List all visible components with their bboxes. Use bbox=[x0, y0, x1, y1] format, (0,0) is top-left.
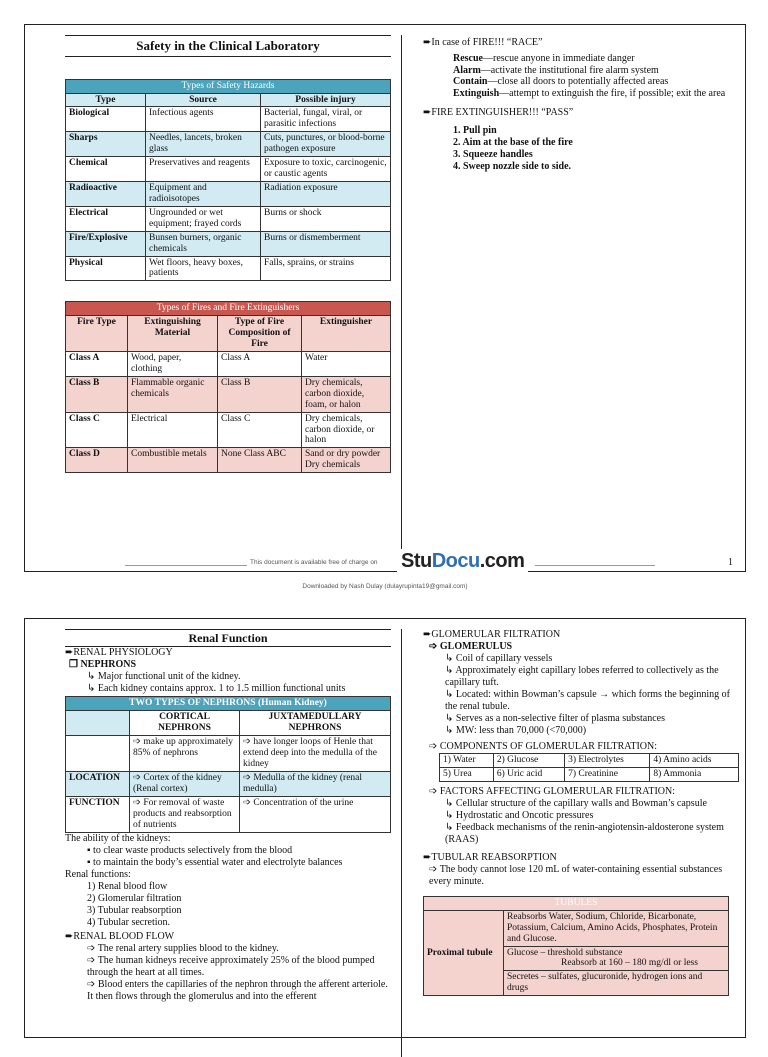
column-divider bbox=[401, 629, 402, 1057]
hazard-row bbox=[66, 132, 391, 157]
component-row bbox=[440, 767, 739, 781]
footer bbox=[25, 550, 745, 590]
hazards-table bbox=[65, 79, 391, 282]
ability-heading: The ability of the kidneys: bbox=[65, 832, 171, 844]
page-title: Safety in the Clinical Laboratory bbox=[65, 35, 391, 57]
hazard-cell: Needles, lancets, broken glass bbox=[146, 132, 261, 157]
hazard-cell: Falls, sprains, or strains bbox=[261, 256, 391, 281]
hazards-caption: Types of Safety Hazards bbox=[66, 79, 391, 93]
hazard-cell: Radioactive bbox=[66, 181, 146, 206]
tubular-item: ➩ The body cannot lose 120 mL of water-containing essential substances every minute. bbox=[429, 863, 723, 887]
pass-item: 1. Pull pin bbox=[453, 125, 497, 136]
race-item: Extinguish—attempt to extinguish the fire, if possible; exit the area bbox=[453, 87, 726, 99]
fire-cell: Class D bbox=[66, 448, 128, 473]
fire-cell: Wood, paper, clothing bbox=[128, 352, 218, 377]
hazard-cell: Ungrounded or wet equipment; frayed cords bbox=[146, 206, 261, 231]
component-cell: 3) Electrolytes bbox=[565, 754, 650, 768]
tubule-glucose: Glucose – threshold substance Reabsorb at 160 – 180 mg/dl or less bbox=[504, 946, 729, 971]
fire-cell: Class A bbox=[218, 352, 302, 377]
fire-cell: Class C bbox=[218, 412, 302, 448]
nephron-types-caption: TWO TYPES OF NEPHRONS (Human Kidney) bbox=[66, 697, 391, 711]
race-list bbox=[423, 53, 733, 99]
right-column bbox=[423, 629, 739, 996]
fire-cell: Class B bbox=[66, 376, 128, 412]
fire-row bbox=[66, 376, 391, 412]
hazard-cell: Bunsen burners, organic chemicals bbox=[146, 231, 261, 256]
fire-cell: Flammable organic chemicals bbox=[128, 376, 218, 412]
left-column bbox=[65, 629, 391, 1003]
section-heading: ➨RENAL PHYSIOLOGY bbox=[65, 647, 173, 659]
fire-cell: Class C bbox=[66, 412, 128, 448]
glom-item: ↳ Located: within Bowman’s capsule → which forms the beginning of the renal tubule. bbox=[445, 689, 730, 712]
hazards-header: Source bbox=[146, 93, 261, 107]
nephron-item: ↳ Major functional unit of the kidney. bbox=[87, 671, 241, 683]
fire-cell: Combustible metals bbox=[128, 448, 218, 473]
fire-cell: Dry chemicals, carbon dioxide, foam, or halon bbox=[302, 376, 391, 412]
fire-cell: Water bbox=[302, 352, 391, 377]
pass-item: 4. Sweep nozzle side to side. bbox=[453, 161, 572, 172]
nephron-item: ↳ Each kidney contains approx. 1 to 1.5 million functional units bbox=[87, 683, 346, 695]
fire-cell: Sand or dry powder Dry chemicals bbox=[302, 448, 391, 473]
glom-item: ↳ Coil of capillary vessels bbox=[445, 653, 553, 664]
race-item: Rescue—rescue anyone in immediate danger bbox=[453, 53, 635, 64]
hazard-cell: Burns or dismemberment bbox=[261, 231, 391, 256]
glom-item: ↳ Approximately eight capillary lobes referred to collectively as the capillary tuft. bbox=[445, 665, 719, 688]
race-heading: ➨In case of FIRE!!! “RACE” bbox=[423, 37, 543, 48]
race-item: Alarm—activate the institutional fire alarm system bbox=[453, 64, 659, 76]
fire-row bbox=[66, 412, 391, 448]
hazard-cell: Biological bbox=[66, 107, 146, 132]
hazards-header: Possible injury bbox=[261, 93, 391, 107]
juxta-function: ➩ Concentration of the urine bbox=[240, 796, 391, 832]
hazard-row bbox=[66, 206, 391, 231]
hazard-cell: Wet floors, heavy boxes, patients bbox=[146, 256, 261, 281]
nephrons-heading: ❒ NEPHRONS bbox=[69, 659, 137, 671]
ability-item: ▪ to clear waste products selectively from the blood bbox=[87, 844, 293, 856]
hazard-row bbox=[66, 107, 391, 132]
function-item: 1) Renal blood flow bbox=[87, 880, 168, 892]
fires-header: Fire Type bbox=[66, 316, 128, 352]
tubules-caption: TUBULES bbox=[424, 896, 729, 910]
fires-table bbox=[65, 301, 391, 473]
fires-header: Extinguishing Material bbox=[128, 316, 218, 352]
tubule-reabsorbs: Reabsorbs Water, Sodium, Chloride, Bicarbonate, Potassium, Calcium, Amino Acids, Phosphates, Protein and Glucose. bbox=[504, 910, 729, 946]
juxtamedullary-header: JUXTAMEDULLARY NEPHRONS bbox=[240, 711, 391, 736]
function-label: FUNCTION bbox=[66, 796, 130, 832]
page-title: Renal Function bbox=[65, 629, 391, 647]
race-item: Contain—close all doors to potentially affected areas bbox=[453, 76, 669, 87]
component-cell: 7) Creatinine bbox=[565, 767, 650, 781]
flow-item: ➩ Blood enters the capillaries of the nephron through the afferent arteriole. It then flows through the glomerulus and into the efferent bbox=[87, 978, 388, 1002]
cortical-function: ➩ For removal of waste products and reabsorption of nutrients bbox=[130, 796, 240, 832]
hazard-cell: Burns or shock bbox=[261, 206, 391, 231]
cortical-desc: ➩ make up approximately 85% of nephrons bbox=[130, 736, 240, 772]
function-item: 2) Glomerular filtration bbox=[87, 892, 182, 904]
fire-row bbox=[66, 448, 391, 473]
pass-heading: ➨FIRE EXTINGUISHER!!! “PASS” bbox=[423, 107, 574, 118]
hazard-cell: Cuts, punctures, or blood-borne pathogen exposure bbox=[261, 132, 391, 157]
download-note: Downloaded by Nash Dulay (dulayrupinta19@gmail.com) bbox=[302, 583, 468, 590]
function-item: 4) Tubular secretion. bbox=[87, 916, 171, 928]
tubule-label: Proximal tubule bbox=[424, 910, 504, 995]
fire-cell: Electrical bbox=[128, 412, 218, 448]
hazard-cell: Radiation exposure bbox=[261, 181, 391, 206]
hazards-header: Type bbox=[66, 93, 146, 107]
component-cell: 1) Water bbox=[440, 754, 494, 768]
fire-cell: Dry chemicals, carbon dioxide, or halon bbox=[302, 412, 391, 448]
hazard-row bbox=[66, 181, 391, 206]
fire-cell: None Class ABC bbox=[218, 448, 302, 473]
component-cell: 2) Glucose bbox=[493, 754, 564, 768]
flow-item: ➩ The human kidneys receive approximately 25% of the blood pumped through the heart at all times. bbox=[87, 954, 375, 978]
flow-item: ➩ The renal artery supplies blood to the kidney. bbox=[87, 942, 279, 954]
hazard-cell: Infectious agents bbox=[146, 107, 261, 132]
studocu-logo[interactable]: StuDocu.com bbox=[397, 549, 528, 573]
cortical-location: ➩ Cortex of the kidney (Renal cortex) bbox=[130, 771, 240, 796]
footer-text: This document is available free of charge on bbox=[247, 559, 381, 567]
pass-list bbox=[423, 125, 733, 173]
hazard-cell: Bacterial, fungal, viral, or parasitic infections bbox=[261, 107, 391, 132]
pass-item: 3. Squeeze handles bbox=[453, 149, 533, 160]
fire-row bbox=[66, 352, 391, 377]
components-heading: ➩ COMPONENTS OF GLOMERULAR FILTRATION: bbox=[429, 741, 658, 752]
page-1 bbox=[24, 24, 746, 590]
tubule-secretes: Secretes – sulfates, glucuronide, hydrogen ions and drugs bbox=[504, 971, 729, 996]
location-label: LOCATION bbox=[66, 771, 130, 796]
pass-item: 2. Aim at the base of the fire bbox=[453, 137, 573, 148]
hazard-row bbox=[66, 231, 391, 256]
component-row bbox=[440, 754, 739, 768]
component-cell: 6) Uric acid bbox=[493, 767, 564, 781]
factor-item: ↳ Cellular structure of the capillary walls and Bowman’s capsule bbox=[445, 797, 707, 809]
hazard-cell: Electrical bbox=[66, 206, 146, 231]
nephron-types-table bbox=[65, 696, 391, 832]
tubules-table bbox=[423, 896, 729, 996]
component-cell: 4) Amino acids bbox=[650, 754, 739, 768]
functions-heading: Renal functions: bbox=[65, 868, 131, 880]
juxta-location: ➩ Medulla of the kidney (renal medulla) bbox=[240, 771, 391, 796]
hazard-row bbox=[66, 256, 391, 281]
fire-cell: Class B bbox=[218, 376, 302, 412]
hazard-cell: Preservatives and reagents bbox=[146, 157, 261, 182]
factors-heading: ➩ FACTORS AFFECTING GLOMERULAR FILTRATION: bbox=[429, 785, 676, 797]
glom-item: ↳ MW: less than 70,000 (<70,000) bbox=[445, 725, 587, 736]
fires-header: Type of Fire Composition of Fire bbox=[218, 316, 302, 352]
right-column bbox=[423, 37, 733, 173]
section-heading: ➨TUBULAR REABSORPTION bbox=[423, 851, 557, 863]
factor-item: ↳ Feedback mechanisms of the renin-angiotensin-aldosterone system (RAAS) bbox=[445, 821, 724, 845]
hazard-cell: Physical bbox=[66, 256, 146, 281]
page-number: 1 bbox=[728, 557, 733, 568]
component-cell: 8) Ammonia bbox=[650, 767, 739, 781]
glom-item: ↳ Serves as a non-selective filter of plasma substances bbox=[445, 713, 665, 724]
fire-cell: Class A bbox=[66, 352, 128, 377]
section-heading: ➨RENAL BLOOD FLOW bbox=[65, 930, 175, 942]
page-2 bbox=[24, 618, 746, 1038]
juxta-desc: ➩ have longer loops of Henle that extend deep into the medulla of the kidney bbox=[240, 736, 391, 772]
cortical-header: CORTICAL NEPHRONS bbox=[130, 711, 240, 736]
component-cell: 5) Urea bbox=[440, 767, 494, 781]
ability-item: ▪ to maintain the body’s essential water and electrolyte balances bbox=[87, 856, 343, 868]
section-heading: ➨GLOMERULAR FILTRATION bbox=[423, 629, 561, 640]
left-column bbox=[65, 35, 391, 473]
column-divider bbox=[401, 35, 402, 561]
hazard-cell: Sharps bbox=[66, 132, 146, 157]
hazard-row bbox=[66, 157, 391, 182]
function-item: 3) Tubular reabsorption bbox=[87, 904, 182, 916]
fires-caption: Types of Fires and Fire Extinguishers bbox=[66, 302, 391, 316]
hazard-cell: Fire/Explosive bbox=[66, 231, 146, 256]
fires-header: Extinguisher bbox=[302, 316, 391, 352]
hazard-cell: Equipment and radioisotopes bbox=[146, 181, 261, 206]
hazard-cell: Chemical bbox=[66, 157, 146, 182]
components-table bbox=[439, 753, 739, 782]
glomerulus-heading: ➩ GLOMERULUS bbox=[429, 641, 513, 652]
hazard-cell: Exposure to toxic, carcinogenic, or caustic agents bbox=[261, 157, 391, 182]
factor-item: ↳ Hydrostatic and Oncotic pressures bbox=[445, 809, 594, 821]
